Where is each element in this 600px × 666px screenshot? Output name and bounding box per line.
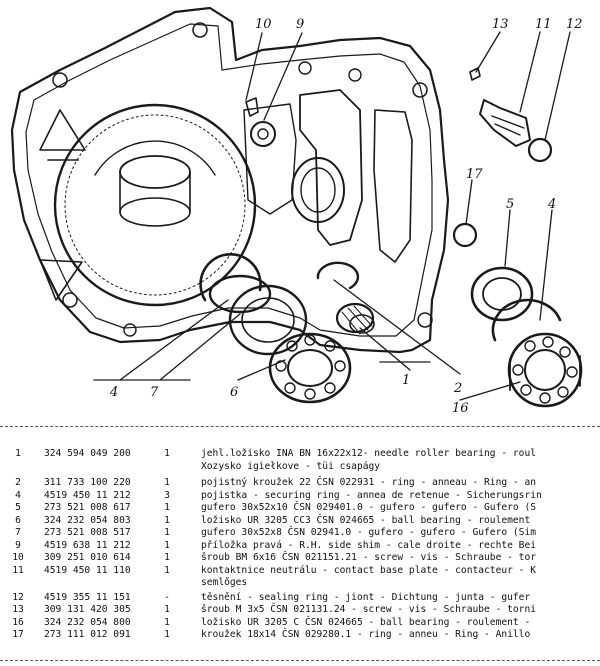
callout-1: 1 <box>402 373 411 388</box>
ring-12 <box>529 139 551 161</box>
part-number: 4519 638 11 212 <box>44 539 131 551</box>
part-position: 1 <box>15 448 21 459</box>
part-description: příložka pravá - R.H. side shim - cale droite - rechte Bei <box>201 539 537 551</box>
part-row <box>0 540 600 553</box>
part-quantity: 1 <box>164 539 170 551</box>
part-position: 10 <box>12 552 24 563</box>
part-position: 7 <box>15 527 21 538</box>
part-position: 12 <box>12 591 24 603</box>
part-quantity: 1 <box>164 448 170 459</box>
part-row <box>0 502 600 515</box>
part-description: šroub BM 6x16 ČSN 021151.21 - screw - vis - Schraube - tor <box>201 552 537 563</box>
callout-6: 6 <box>230 385 239 400</box>
part-number: 324 594 049 200 <box>44 448 131 459</box>
ring-2 <box>318 263 358 288</box>
part-quantity: 3 <box>164 489 170 501</box>
part-description: Xozysko igiełkove - tüi csapágy <box>201 460 381 472</box>
part-row <box>0 527 600 540</box>
part-description: těsnění - sealing ring - jiont - Dichtung - junta - gufer <box>201 591 531 603</box>
part-row <box>0 477 600 490</box>
callout-10: 10 <box>255 17 272 32</box>
part-row <box>0 448 600 461</box>
part-row <box>0 565 600 578</box>
part-quantity: 1 <box>164 527 170 538</box>
callout-9: 9 <box>296 17 305 32</box>
callout-11: 11 <box>535 17 552 32</box>
part-row <box>0 552 600 565</box>
part-description: pojistný kroužek 22 ČSN 022931 - ring - anneau - Ring - an <box>201 477 537 488</box>
part-number: 273 521 008 617 <box>44 502 131 513</box>
part-description: šroub M 3x5 ČSN 021131.24 - screw - vis - Schraube - torni <box>201 604 537 615</box>
part-number: 4519 450 11 212 <box>44 489 131 501</box>
part-position: 6 <box>15 514 21 526</box>
part-row <box>0 577 600 590</box>
part-description: pojistka - securing ring - annea de retenue - Sicherungsrin <box>201 489 542 501</box>
part-quantity: 1 <box>164 604 170 615</box>
part-row <box>0 617 600 630</box>
part-row <box>0 490 600 503</box>
part-description: kroužek 18x14 ČSN 029280.1 - ring - anneu - Ring - Anillo <box>201 629 531 640</box>
part-position: 2 <box>15 477 21 488</box>
part-quantity: 1 <box>164 616 170 628</box>
part-row <box>0 515 600 528</box>
callout-5: 5 <box>506 197 515 212</box>
divider-top <box>0 426 600 427</box>
ring-17 <box>454 224 476 246</box>
part-row <box>0 604 600 617</box>
part-position: 16 <box>12 616 24 628</box>
callout-17: 17 <box>466 167 483 182</box>
part-number: 4519 450 11 110 <box>44 564 131 576</box>
callout-4-right: 4 <box>548 197 557 212</box>
part-position: 5 <box>15 502 21 513</box>
part-description: jehl.ložisko INA BN 16x22x12- needle roller bearing - roul <box>201 448 537 459</box>
part-number: 324 232 054 800 <box>44 616 131 628</box>
neutral-switch-11 <box>480 100 530 146</box>
part-number: 4519 355 11 151 <box>44 591 131 603</box>
divider-bottom <box>0 660 600 661</box>
part-quantity: - <box>164 591 170 603</box>
ball-bearing-6 <box>270 334 350 402</box>
parts-list <box>0 448 600 642</box>
callout-7: 7 <box>150 385 159 400</box>
part-row <box>0 592 600 605</box>
part-quantity: 1 <box>164 502 170 513</box>
part-number: 311 733 100 220 <box>44 477 131 488</box>
part-quantity: 1 <box>164 564 170 576</box>
part-quantity: 1 <box>164 477 170 488</box>
crankcase-inner-rim <box>26 24 432 336</box>
part-position: 17 <box>12 629 24 640</box>
callout-4-left: 4 <box>110 385 119 400</box>
part-quantity: 1 <box>164 552 170 563</box>
part-position: 13 <box>12 604 24 615</box>
shim-9 <box>251 122 275 146</box>
part-quantity: 1 <box>164 514 170 526</box>
part-row <box>0 461 600 474</box>
callout-13: 13 <box>492 17 509 32</box>
part-number: 273 111 012 091 <box>44 629 131 640</box>
part-description: kontaktnice neutrálu - contact base plate - contacteur - K <box>201 564 537 576</box>
screw-10 <box>246 98 258 116</box>
callout-2: 2 <box>454 381 463 396</box>
part-description: ložisko UR 3205 C ČSN 024665 - ball bearing - roulement - <box>201 616 531 628</box>
part-position: 11 <box>12 564 24 576</box>
part-number: 273 521 008 517 <box>44 527 131 538</box>
callout-12: 12 <box>566 17 583 32</box>
part-number: 324 232 054 803 <box>44 514 131 526</box>
part-quantity: 1 <box>164 629 170 640</box>
part-number: 309 251 010 614 <box>44 552 131 563</box>
screw-13 <box>470 68 480 80</box>
callout-16: 16 <box>452 401 469 416</box>
part-number: 309 131 420 305 <box>44 604 131 615</box>
main-bore <box>55 105 255 305</box>
part-row <box>0 629 600 642</box>
part-description: gufero 30x52x8 ČSN 02941.0 - gufero - gufero - Gufero (Sim <box>201 527 537 538</box>
part-description: gufero 30x52x10 ČSN 029401.0 - gufero - gufero - Gufero (S <box>201 502 537 513</box>
part-description: semlőges <box>201 577 248 588</box>
part-description: ložisko UR 3205 CC3 ČSN 024665 - ball bearing - roulement <box>201 514 531 526</box>
ball-bearing-16 <box>509 334 581 406</box>
seal-5 <box>472 268 532 320</box>
part-position: 9 <box>15 539 21 551</box>
part-position: 4 <box>15 489 21 501</box>
